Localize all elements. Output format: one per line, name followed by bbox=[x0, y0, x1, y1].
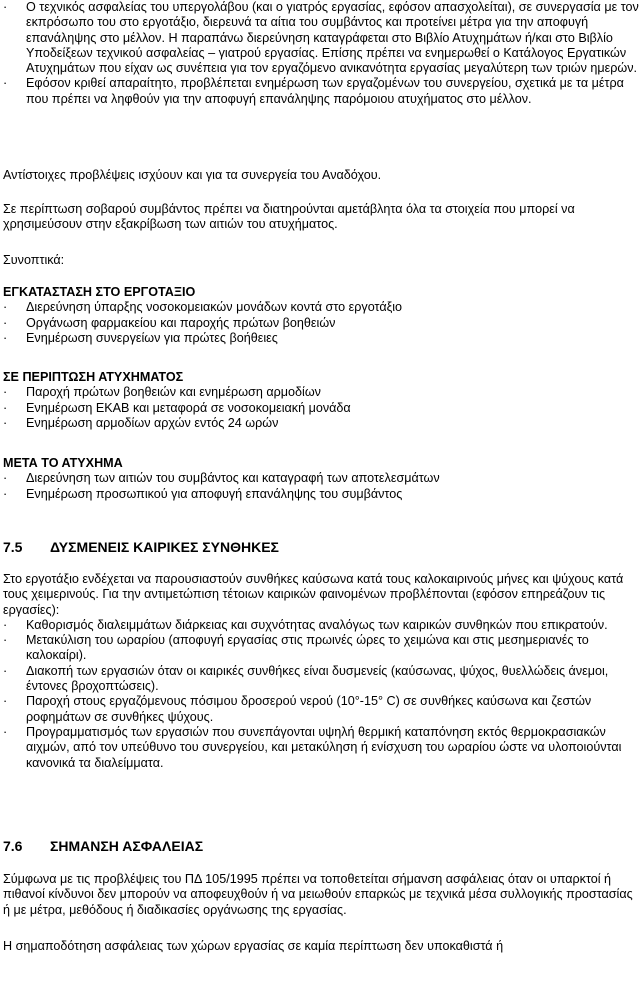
subsection-heading: ΣΕ ΠΕΡΙΠΤΩΣΗ ΑΤΥΧΗΜΑΤΟΣ bbox=[3, 370, 184, 384]
section-7-5-body bbox=[0, 572, 640, 771]
list-item: · Ενημέρωση ΕΚΑΒ και μεταφορά σε νοσοκομειακή μονάδα bbox=[0, 401, 640, 416]
list-item: · Ενημέρωση προσωπικού για αποφυγή επανάληψης του συμβάντος bbox=[0, 487, 640, 502]
list-item: · Καθορισμός διαλειμμάτων διάρκειας και συχνότητας αναλόγως των καιρικών συνθηκών που επικρατούν. bbox=[0, 618, 640, 633]
list-item: · Ο τεχνικός ασφαλείας του υπεργολάβου (και ο γιατρός εργασίας, εφόσον απασχολείται), σε συνεργασία με τον εκπρόσωπο του στο εργοτάξιο, διερευνά τα αίτια του συμβάντος και προτείνει μέτρα για την αποφυγή επανάληψης στο μέλλον. Η παραπάνω διερεύνηση καταγράφεται στο Βιβλίο Ατυχημάτων ή/και στο Βιβλίο Υποδείξεων τεχνικού ασφαλείας – γιατρού εργασίας. Επίσης πρέπει να ενημερωθεί ο Κατάλογος Εργατικών Ατυχημάτων που είχαν ως συνέπεια για τον εργαζόμενο ανικανότητα εργασίας μεγαλύτερη των τριών ημερών. bbox=[0, 0, 640, 76]
list-item: · Διερεύνηση ύπαρξης νοσοκομειακών μονάδων κοντά στο εργοτάξιο bbox=[0, 300, 640, 315]
section-intro: Στο εργοτάξιο ενδέχεται να παρουσιαστούν συνθήκες καύσωνα κατά τους καλοκαιρινούς μήνες και ψύχους κατά τους χειμερινούς. Για την αντιμετώπιση τέτοιων καιρικών φαινομένων προβλέπονται (εφόσον επηρεάζουν τις εργασίες): bbox=[3, 572, 624, 617]
list-item: · Παροχή στους εργαζόμενους πόσιμου δροσερού νερού (10°-15° C) σε συνθήκες καύσωνα και ζεστών ροφημάτων σε συνθήκες ψύχους. bbox=[0, 694, 640, 725]
subsection-heading: ΕΓΚΑΤΑΣΤΑΣΗ ΣΤΟ ΕΡΓΟΤΑΞΙΟ bbox=[3, 285, 196, 299]
list-item: · Παροχή πρώτων βοηθειών και ενημέρωση αρμοδίων bbox=[0, 385, 640, 400]
section-number: 7.5 bbox=[3, 539, 23, 555]
subsection-heading: ΜΕΤΑ ΤΟ ΑΤΥΧΗΜΑ bbox=[3, 456, 123, 470]
subsection-after bbox=[0, 456, 640, 502]
subsection-site bbox=[0, 285, 640, 346]
list-item: · Οργάνωση φαρμακείου και παροχής πρώτων βοηθειών bbox=[0, 316, 640, 331]
section-number: 7.6 bbox=[3, 838, 23, 854]
section-7-6-heading bbox=[0, 838, 640, 855]
list-item: · Διακοπή των εργασιών όταν οι καιρικές συνθήκες είναι δυσμενείς (καύσωνας, ψύχος, θυελλώδεις άνεμοι, έντονες βροχοπτώσεις). bbox=[0, 664, 640, 695]
section-title: ΣΗΜΑΝΣΗ ΑΣΦΑΛΕΙΑΣ bbox=[50, 838, 204, 854]
paragraph-contractor: Αντίστοιχες προβλέψεις ισχύουν και για τα συνεργεία του Αναδόχου. bbox=[3, 168, 382, 182]
subsection-accident bbox=[0, 370, 640, 431]
list-item: · Διερεύνηση των αιτιών του συμβάντος και καταγραφή των αποτελεσμάτων bbox=[0, 471, 640, 486]
paragraph-serious-incident: Σε περίπτωση σοβαρού συμβάντος πρέπει να διατηρούνται αμετάβλητα όλα τα στοιχεία που μπορεί να χρησιμεύσουν στην εξακρίβωση των αιτιών του ατυχήματος. bbox=[3, 202, 575, 232]
paragraph-summary: Συνοπτικά: bbox=[3, 253, 65, 267]
section-7-6-paragraph-1: Σύμφωνα με τις προβλέψεις του ΠΔ 105/1995 πρέπει να τοποθετείται σήμανση ασφάλειας όταν οι υπαρκτοί ή πιθανοί κίνδυνοι δεν μπορούν να αποφευχθούν ή να μειωθούν επαρκώς με τεχνικά μέσα συλλογικής προστασίας ή με μέτρα, μεθόδους ή διαδικασίες οργάνωσης της εργασίας. bbox=[3, 872, 633, 917]
list-item: · Προγραμματισμός των εργασιών που συνεπάγονται υψηλή θερμική καταπόνηση εκτός θερμοκρασιακών αιχμών, από τον υπεύθυνο του συνεργείου, και μετακύληση ή ενίσχυση του ωραρίου ώστε να υλοποιούνται κανονικά τα διαλείμματα. bbox=[0, 725, 640, 771]
section-title: ΔΥΣΜΕΝΕΙΣ ΚΑΙΡΙΚΕΣ ΣΥΝΘΗΚΕΣ bbox=[50, 539, 279, 555]
list-item: · Ενημέρωση συνεργείων για πρώτες βοήθειες bbox=[0, 331, 640, 346]
list-item: · Ενημέρωση αρμοδίων αρχών εντός 24 ωρών bbox=[0, 416, 640, 431]
top-bullet-list bbox=[0, 0, 640, 107]
list-item: · Μετακύλιση του ωραρίου (αποφυγή εργασίας στις πρωινές ώρες το χειμώνα και στις μεσημεριανές το καλοκαίρι). bbox=[0, 633, 640, 664]
list-item: · Εφόσον κριθεί απαραίτητο, προβλέπεται ενημέρωση των εργαζομένων του συνεργείου, σχετικά με τα μέτρα που πρέπει να ληφθούν για την αποφυγή επανάληψης παρόμοιου ατυχήματος στο μέλλον. bbox=[0, 76, 640, 107]
section-7-6-paragraph-2: Η σημαποδότηση ασφάλειας των χώρων εργασίας σε καμία περίπτωση δεν υποκαθιστά ή bbox=[3, 939, 504, 953]
section-7-5-heading bbox=[0, 539, 640, 556]
